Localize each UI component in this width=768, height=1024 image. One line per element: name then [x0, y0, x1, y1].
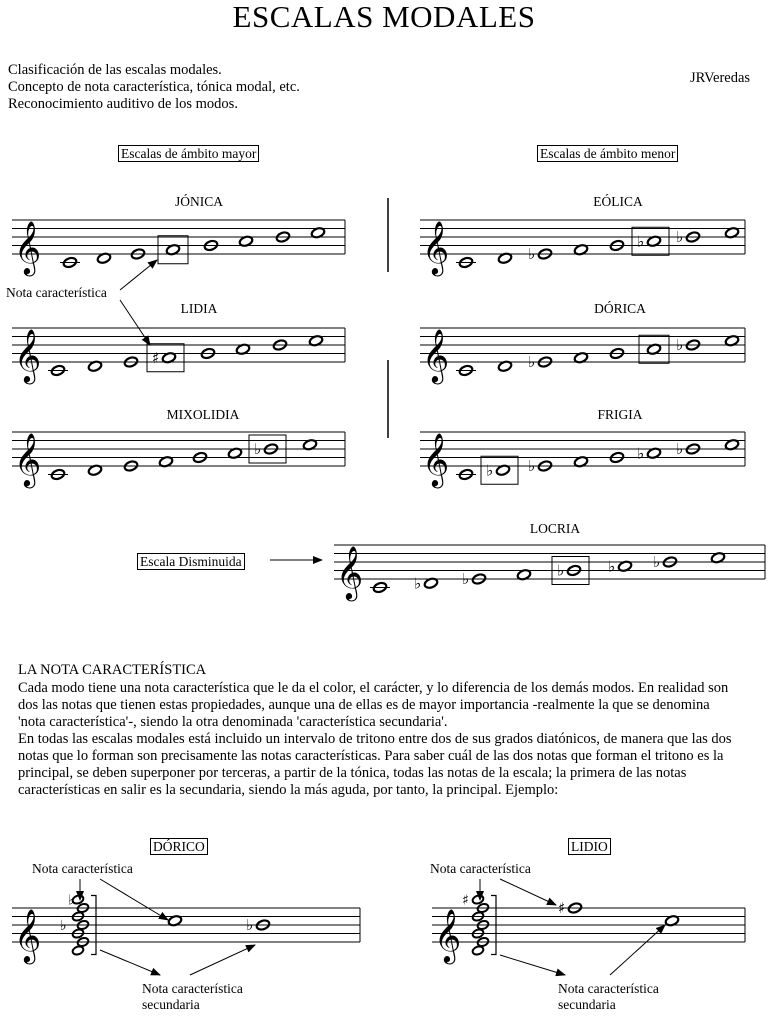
- treble-clef-icon: 𝄞: [14, 220, 42, 274]
- treble-clef-icon: 𝄞: [14, 908, 42, 962]
- staff: [334, 545, 765, 601]
- flat-icon: ♭: [462, 570, 470, 588]
- flat-icon: ♭: [653, 553, 661, 571]
- arrow-icon: [100, 950, 160, 975]
- section-heading: LA NOTA CARACTERÍSTICA: [18, 662, 207, 678]
- note: [60, 256, 80, 268]
- arrow-icon: [190, 945, 255, 975]
- treble-clef-icon: 𝄞: [422, 432, 450, 486]
- intro-line: Reconocimiento auditivo de los modos.: [8, 96, 238, 112]
- treble-clef-icon: 𝄞: [336, 545, 364, 599]
- scale-title: LIDIA: [180, 301, 218, 316]
- note: [456, 256, 476, 268]
- treble-clef-icon: 𝄞: [14, 432, 42, 486]
- paragraph: Cada modo tiene una nota característica que le da el color, el carácter, y lo diferencia de los demás modos. En realidad son dos las notas que tienen estas propiedades, aunque una de ellas es de mayor importancia -realmente la que se denomina 'nota característica'-, siendo la otra denominada 'característica secundaria'.: [18, 680, 729, 730]
- scale-title: EÓLICA: [593, 194, 643, 209]
- callout-label: Nota característica: [558, 981, 659, 996]
- characteristic-note-box: [158, 236, 188, 264]
- callout-label: secundaria: [142, 997, 200, 1012]
- flat-icon: ♭: [60, 918, 67, 934]
- sharp-icon: ♯: [152, 348, 160, 367]
- sharp-icon: ♯: [558, 899, 566, 917]
- note: [414, 574, 439, 592]
- treble-clef-icon: 𝄞: [422, 328, 450, 382]
- note: [637, 444, 662, 462]
- note: [48, 364, 68, 376]
- page-title: ESCALAS MODALES: [232, 0, 536, 34]
- flat-icon: ♭: [528, 245, 536, 263]
- note: [486, 461, 511, 479]
- staff: [432, 893, 745, 965]
- note: [456, 468, 476, 480]
- sharp-icon: ♯: [462, 892, 469, 909]
- group-label-minor: Escalas de ámbito menor: [537, 145, 678, 162]
- staff: [420, 432, 745, 488]
- flat-icon: ♭: [637, 444, 645, 463]
- arrow-icon: [610, 925, 665, 975]
- staff: [12, 220, 345, 276]
- note: [608, 557, 633, 575]
- author: JRVeredas: [690, 70, 751, 86]
- flat-icon: ♭: [608, 557, 616, 576]
- flat-icon: ♭: [246, 916, 254, 934]
- scale-title: LOCRIA: [529, 521, 581, 536]
- flat-icon: ♭: [528, 457, 536, 475]
- arrow-icon: [500, 879, 556, 905]
- arrow-icon: [120, 300, 150, 345]
- scale-title: JÓNICA: [174, 194, 224, 209]
- arrow-icon: [500, 955, 565, 975]
- callout-label: secundaria: [558, 997, 616, 1012]
- flat-icon: ♭: [676, 228, 684, 246]
- staff: [12, 432, 345, 488]
- flat-icon: ♭: [254, 440, 262, 458]
- characteristic-note-box: [639, 335, 669, 363]
- paragraph: En todas las escalas modales está incluido un intervalo de tritono entre dos de sus grados diatónicos, de manera que las dos notas que lo forman son precisamente las notas características. Para saber cuál de las dos notas que forman el tritono es la principal, se deben superponer por terceras, a partir de la tónica, todas las notas de la escala; la primera de las notas características en salir es la secundaria, siendo la más aguda, por tanto, la principal. Ejemplo:: [18, 731, 732, 798]
- flat-icon: ♭: [528, 353, 536, 371]
- group-label-major: Escalas de ámbito mayor: [118, 145, 259, 162]
- staff: [420, 328, 745, 384]
- treble-clef-icon: 𝄞: [422, 220, 450, 274]
- note: [152, 349, 177, 367]
- group-label-diminished: Escala Disminuida: [137, 553, 245, 570]
- example-label-lidio: LIDIO: [568, 838, 611, 855]
- staff: [12, 893, 360, 965]
- example-label-dorico: DÓRICO: [150, 838, 208, 855]
- intro-line: Concepto de nota característica, tónica modal, etc.: [8, 79, 300, 95]
- treble-clef-icon: 𝄞: [14, 328, 42, 382]
- flat-icon: ♭: [676, 440, 684, 458]
- callout-label: Nota característica: [6, 285, 107, 300]
- flat-icon: ♭: [68, 892, 75, 909]
- callout-label: Nota característica: [32, 861, 133, 876]
- staff: [420, 220, 745, 276]
- scale-title: FRIGIA: [597, 407, 643, 422]
- arrow-icon: [120, 260, 157, 290]
- scale-title: MIXOLIDIA: [166, 407, 240, 422]
- treble-clef-icon: 𝄞: [434, 908, 462, 962]
- note: [48, 468, 68, 480]
- flat-icon: ♭: [414, 574, 422, 593]
- flat-icon: ♭: [637, 232, 645, 251]
- intro-line: Clasificación de las escalas modales.: [8, 62, 222, 78]
- arrow-icon: [100, 879, 168, 920]
- flat-icon: ♭: [557, 561, 565, 580]
- callout-label: Nota característica: [142, 981, 243, 996]
- note: [637, 232, 662, 250]
- flat-icon: ♭: [676, 336, 684, 354]
- flat-icon: ♭: [486, 461, 494, 480]
- callout-label: Nota característica: [430, 861, 531, 876]
- scale-title: DÓRICA: [594, 301, 646, 316]
- staff: [12, 328, 345, 384]
- note: [370, 581, 390, 593]
- note: [456, 364, 476, 376]
